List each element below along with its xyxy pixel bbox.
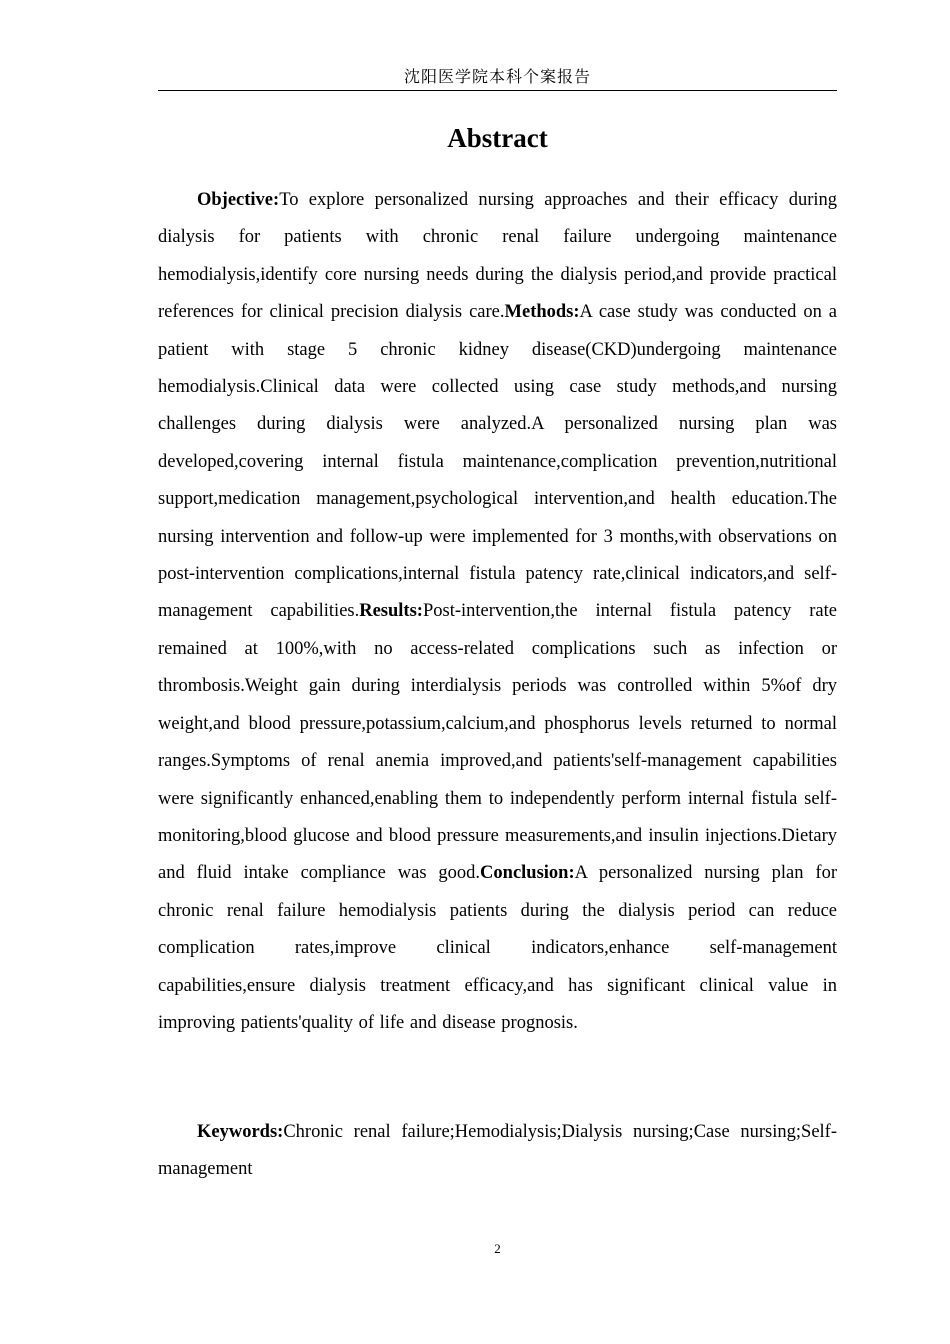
keywords-paragraph bbox=[158, 1114, 837, 1189]
page-number: 2 bbox=[494, 1241, 501, 1256]
running-header: 沈阳医学院本科个案报告 bbox=[403, 67, 591, 86]
results-text: Post-intervention,the internal fistula patency rate remained at 100%,with no access-related complications such as infection or thrombosis.Weight gain during interdialysis periods was controlled within 5%of dry weight,and blood pressure,potassium,calcium,and phosphorus levels returned to normal ranges.Symptoms of renal anemia improved,and patients'self-management capabilities were significantly enhanced,enabling them to independently perform internal fistula self-monitoring,blood glucose and blood pressure measurements,and insulin injections.Dietary and fluid intake compliance was good. bbox=[158, 601, 837, 884]
header-divider bbox=[158, 90, 837, 91]
conclusion-text: A personalized nursing plan for chronic renal failure hemodialysis patients during the dialysis period can reduce complication rates,improve clinical indicators,enhance self-management capabilities,ensure dialysis treatment efficacy,and has significant clinical value in improving patients'quality of life and disease prognosis. bbox=[158, 863, 837, 1033]
section-title: Abstract bbox=[447, 123, 548, 153]
results-label: Results: bbox=[359, 601, 423, 622]
objective-label: Objective: bbox=[197, 190, 280, 210]
abstract-paragraph bbox=[158, 182, 837, 1042]
methods-label: Methods: bbox=[504, 302, 580, 323]
methods-text: A case study was conducted on a patient with stage 5 chronic kidney disease(CKD)undergoing maintenance hemodialysis.Clinical data were collected using case study methods,and nursing challenges during dialysis were analyzed.A personalized nursing plan was developed,covering internal fistula maintenance,complication prevention,nutritional support,medication management,psychological intervention,and health education.The nursing intervention and follow-up were implemented for 3 months,with observations on post-intervention complications,internal fistula patency rate,clinical indicators,and self-management capabilities. bbox=[158, 302, 837, 622]
conclusion-label: Conclusion: bbox=[480, 863, 575, 884]
keywords-label: Keywords: bbox=[197, 1122, 284, 1142]
objective-text: To explore personalized nursing approaches and their efficacy during dialysis for patients with chronic renal failure undergoing maintenance hemodialysis,identify core nursing needs during the dialysis period,and provide practical references for clinical precision dialysis care. bbox=[158, 190, 837, 323]
keywords-text: Chronic renal failure;Hemodialysis;Dialysis nursing;Case nursing;Self-management bbox=[158, 1122, 837, 1180]
